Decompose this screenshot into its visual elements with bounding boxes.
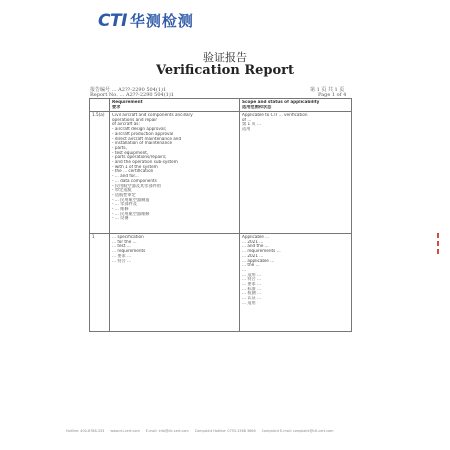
text-line: of aircraft as:: [112, 122, 140, 127]
text-line: ... requirements ...: [242, 249, 281, 254]
table-header-row: [90, 99, 352, 112]
clause-cell: 1.5(a): [90, 112, 110, 234]
requirement-cell: [110, 112, 240, 234]
text-line: ... 要求 ...: [112, 253, 132, 258]
text-line: - 审定适航: [112, 188, 132, 193]
text-line: ... applicable ...: [242, 258, 275, 263]
text-line: - ... 民用航空器制造: [112, 197, 150, 202]
text-line: operations and repair: [112, 117, 158, 122]
report-number-cn: 报告编号 … A2??-2290 504(1)1: [90, 87, 167, 93]
text-line: - parts,: [112, 145, 127, 150]
header-requirement: Requirement: [112, 100, 143, 104]
text-line: of ...: [242, 117, 252, 122]
text-line: - aircraft design approval;: [112, 127, 167, 132]
text-line: - ... 民用航空器维修: [112, 211, 150, 216]
page-indicator-cn: 第 1 页 共 1 页: [310, 87, 345, 93]
margin-mark: [437, 233, 439, 238]
report-title-chinese: 验证报告: [203, 51, 247, 64]
page-footer: [66, 429, 386, 433]
text-line: ... 要求 ...: [242, 282, 262, 287]
text-line: Applicable to CTI ... verification: [242, 113, 308, 117]
header-requirement-cell: [110, 99, 240, 112]
text-line: ... the ...: [242, 263, 260, 268]
text-line: - ... 维修: [112, 207, 129, 212]
text-line: - parts operations/repairs;: [112, 155, 167, 160]
report-title-english: Verification Report: [155, 63, 295, 78]
table-row: [90, 234, 352, 332]
text-line: Applicable ...: [242, 235, 270, 239]
text-line: - with 1 of the system: [112, 164, 158, 169]
text-line: - ... 零部件及: [112, 202, 137, 207]
text-line: ... 2021 ...: [242, 239, 264, 244]
text-line: - aircraft production approval: [112, 131, 174, 136]
logo-brand-text: CTI: [98, 10, 127, 31]
text-line: 第 1 页 ...: [242, 122, 262, 127]
header-scope-sub: 适用范围和状态: [242, 104, 272, 109]
footer-complaint-hotline: Complaint Hotline: 0755-3368 3666: [194, 429, 256, 433]
header-blank-cell: [90, 99, 110, 112]
text-line: - installation of maintenance: [112, 141, 173, 146]
margin-mark: [437, 241, 439, 246]
company-logo: [98, 10, 194, 31]
logo-chinese-text: 华测检测: [129, 12, 194, 30]
footer-email: E-mail: info@cti-cert.com: [145, 429, 189, 433]
header-scope: Scope and status of applicability: [242, 100, 320, 104]
text-line: ... and the ...: [242, 244, 269, 249]
text-line: - and the operation sub-system: [112, 160, 178, 165]
text-line: - ... 设备: [112, 216, 129, 221]
text-line: - ... and for...: [112, 174, 139, 179]
footer-hotline: Hotline: 400-6788-333: [66, 429, 105, 433]
footer-website: www.cti-cert.com: [110, 429, 140, 433]
text-line: ... 适用: [242, 300, 256, 305]
clause-cell: 1: [90, 234, 110, 332]
text-line: ... specification: [112, 235, 144, 239]
text-line: ...: [242, 267, 246, 272]
text-line: - direct aircraft maintenance and: [112, 136, 182, 141]
text-line: - 民用航空器及其零部件的: [112, 183, 161, 188]
text-line: ... test ...: [112, 244, 131, 249]
table-row: [90, 112, 352, 234]
text-line: ... 符合 ...: [242, 277, 262, 282]
header-scope-cell: [240, 99, 352, 112]
report-number-en: Report No. … A2??-2290 504(1)1: [90, 92, 174, 98]
text-line: - ... data components: [112, 178, 157, 183]
text-line: ... 适用 ...: [242, 272, 262, 277]
text-line: 适用: [242, 127, 251, 132]
page-indicator-en: Page 1 of 4: [318, 92, 347, 98]
text-line: Civil aircraft and components ancillary: [112, 113, 193, 117]
scope-cell: [240, 112, 352, 234]
margin-mark: [437, 249, 439, 254]
text-line: - the ... certification: [112, 169, 154, 174]
requirement-cell: [110, 234, 240, 332]
text-line: ... 2021 ...: [242, 253, 264, 258]
scope-cell: [240, 234, 352, 332]
footer-complaint-email: Complaint E-mail: complaint@cti-cert.com: [261, 429, 334, 433]
text-line: ... requirements: [112, 249, 146, 254]
text-line: - test equipment,: [112, 150, 149, 155]
text-line: - 适航性审定: [112, 192, 136, 197]
header-requirement-sub: 要求: [112, 104, 121, 109]
text-line: ... for the ...: [112, 239, 137, 244]
text-line: ... 认证 ...: [242, 296, 262, 301]
verification-table: [89, 98, 352, 332]
text-line: ... 检测 ...: [242, 291, 262, 296]
text-line: ... 符合 ...: [112, 258, 132, 263]
text-line: ... 标准 ...: [242, 286, 262, 291]
